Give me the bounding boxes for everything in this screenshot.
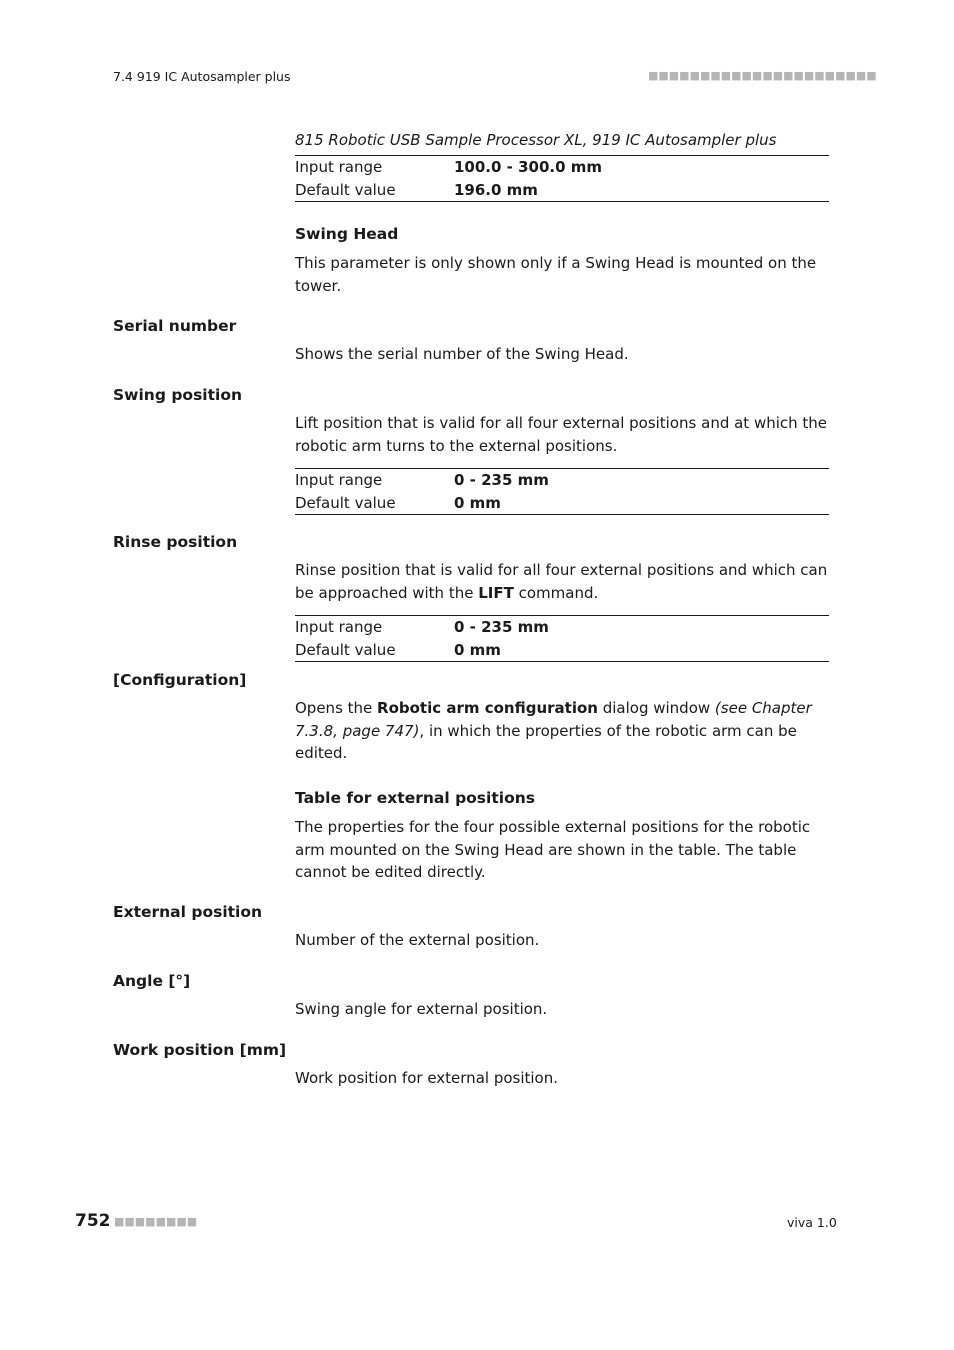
external-position-description: Number of the external position. xyxy=(295,931,540,949)
param-value: 0 mm xyxy=(454,640,501,659)
lift-parameter-table xyxy=(295,155,829,202)
table-row xyxy=(295,492,829,515)
table-caption: 815 Robotic USB Sample Processor XL, 919 IC Autosampler plus xyxy=(295,131,777,149)
rinse-position-table xyxy=(295,615,829,662)
table-row xyxy=(295,616,829,639)
param-key: Default value xyxy=(295,180,396,199)
work-position-description: Work position for external position. xyxy=(295,1069,558,1087)
param-key: Input range xyxy=(295,158,383,177)
swing-head-description: This parameter is only shown only if a Swing Head is mounted on the tower. xyxy=(295,254,817,295)
table-row xyxy=(295,469,829,492)
swing-head-heading: Swing Head xyxy=(295,225,399,243)
table-row xyxy=(295,639,829,662)
swing-position-description: Lift position that is valid for all four external positions and at which the robotic arm turns to the external positions. xyxy=(295,414,828,455)
angle-label: Angle [°] xyxy=(113,972,191,990)
header-decoration: ■■■■■■■■■■■■■■■■■■■■■■ xyxy=(648,69,877,82)
external-positions-heading: Table for external positions xyxy=(295,789,535,807)
param-key: Default value xyxy=(295,493,396,512)
chapter-reference-link[interactable]: (see Chapter 7.3.8, page 747) xyxy=(295,699,812,740)
angle-description: Swing angle for external position. xyxy=(295,1000,548,1018)
version-label: viva 1.0 xyxy=(787,1215,837,1230)
external-position-label: External position xyxy=(113,903,263,921)
configuration-description: Opens the Robotic arm configuration dialog window (see Chapter 7.3.8, page 747), in which the properties of the robotic arm can be edited. xyxy=(295,699,812,762)
running-header: 7.4 919 IC Autosampler plus xyxy=(113,69,291,84)
serial-number-description: Shows the serial number of the Swing Head. xyxy=(295,345,629,363)
param-value: 0 - 235 mm xyxy=(454,618,549,637)
page-number: 752 xyxy=(75,1211,111,1231)
param-value: 0 - 235 mm xyxy=(454,471,549,490)
work-position-label: Work position [mm] xyxy=(113,1041,287,1059)
dialog-name: Robotic arm configuration xyxy=(377,699,598,717)
table-row xyxy=(295,156,829,179)
external-positions-description: The properties for the four possible external positions for the robotic arm mounted on the Swing Head are shown in the table. The table cannot be edited directly. xyxy=(295,818,811,881)
lift-command: LIFT xyxy=(478,583,514,602)
configuration-label: [Configuration] xyxy=(113,671,247,689)
serial-number-label: Serial number xyxy=(113,317,237,335)
table-row xyxy=(295,179,829,202)
param-key: Input range xyxy=(295,471,383,490)
rinse-position-description: Rinse position that is valid for all four external positions and which can be approached with the LIFT command. xyxy=(295,561,828,602)
param-key: Default value xyxy=(295,640,396,659)
param-value: 100.0 - 300.0 mm xyxy=(454,158,603,177)
swing-position-table xyxy=(295,468,829,515)
rinse-position-label: Rinse position xyxy=(113,533,238,551)
param-value: 196.0 mm xyxy=(454,180,538,199)
swing-position-label: Swing position xyxy=(113,386,243,404)
footer-decoration: ■■■■■■■■ xyxy=(114,1215,198,1228)
param-value: 0 mm xyxy=(454,493,501,512)
param-key: Input range xyxy=(295,618,383,637)
